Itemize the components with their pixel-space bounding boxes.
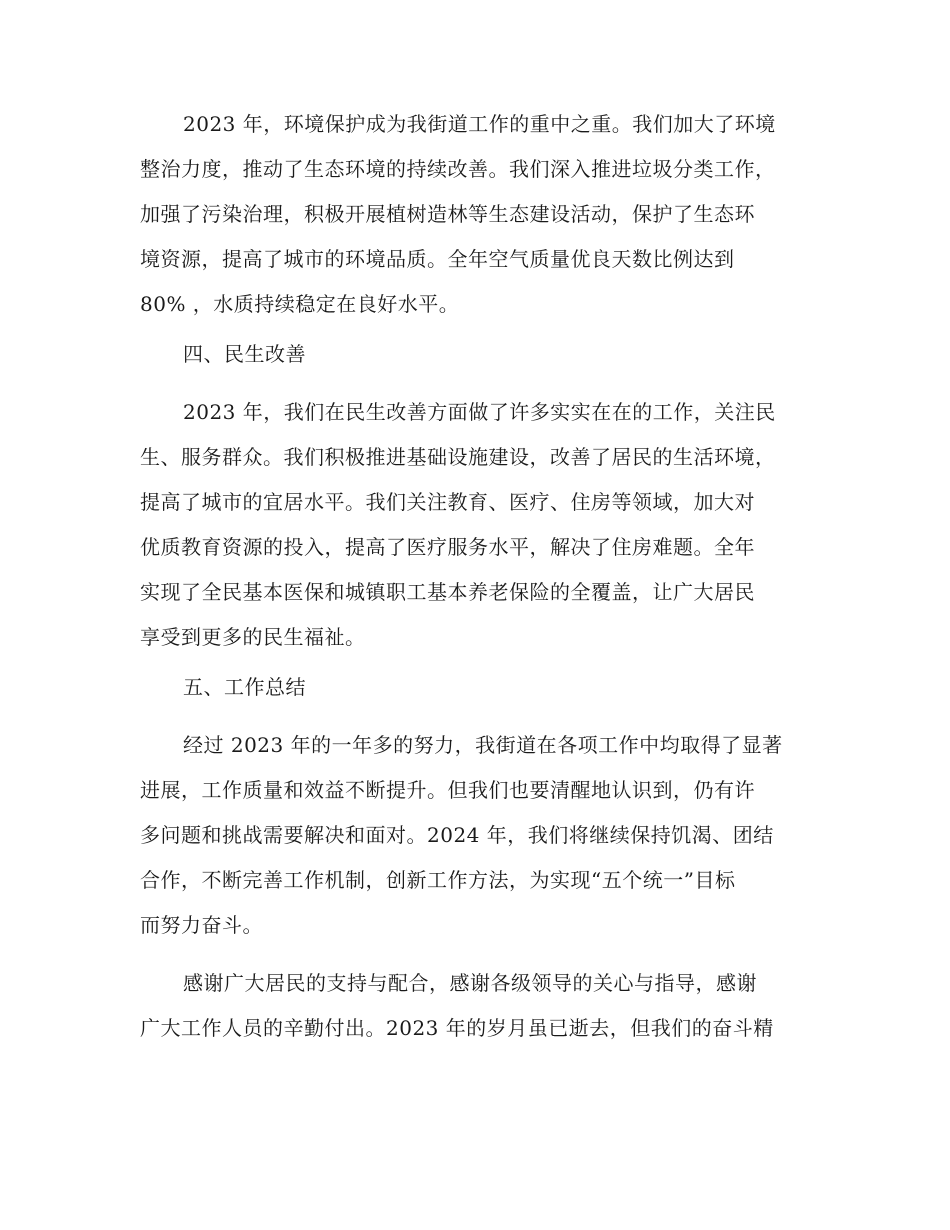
paragraph-livelihood-line-2: 生、服务群众。我们积极推进基础设施建设，改善了居民的生活环境， [140, 445, 776, 469]
paragraph-livelihood-line-6: 享受到更多的民生福祉。 [140, 625, 366, 649]
paragraph-livelihood-line-5: 实现了全民基本医保和城镇职工基本养老保险的全覆盖，让广大居民 [140, 580, 755, 604]
paragraph-environment-line-5: 80% ，水质持续稳定在良好水平。 [140, 292, 460, 316]
paragraph-summary-line-1: 经过 2023 年的一年多的努力，我街道在各项工作中均取得了显著 [183, 733, 783, 757]
paragraph-summary-line-3: 多问题和挑战需要解决和面对。2024 年，我们将继续保持饥渴、团结 [140, 823, 774, 847]
paragraph-environment-line-3: 加强了污染治理，积极开展植树造林等生态建设活动，保护了生态环 [140, 202, 755, 226]
paragraph-livelihood-line-4: 优质教育资源的投入，提高了医疗服务水平，解决了住房难题。全年 [140, 535, 755, 559]
paragraph-thanks-line-1: 感谢广大居民的支持与配合，感谢各级领导的关心与指导，感谢 [183, 971, 757, 995]
paragraph-summary-line-5: 而努力奋斗。 [140, 913, 263, 937]
paragraph-thanks-line-2: 广大工作人员的辛勤付出。2023 年的岁月虽已逝去，但我们的奋斗精 [140, 1016, 774, 1040]
paragraph-environment-line-1: 2023 年，环境保护成为我街道工作的重中之重。我们加大了环境 [183, 112, 776, 136]
paragraph-summary-line-4: 合作，不断完善工作机制，创新工作方法，为实现“五个统一”目标 [140, 868, 736, 892]
paragraph-environment-line-2: 整治力度，推动了生态环境的持续改善。我们深入推进垃圾分类工作， [140, 157, 776, 181]
section-heading-summary: 五、工作总结 [183, 675, 306, 699]
paragraph-summary-line-2: 进展，工作质量和效益不断提升。但我们也要清醒地认识到，仍有许 [140, 778, 755, 802]
paragraph-environment-line-4: 境资源，提高了城市的环境品质。全年空气质量优良天数比例达到 [140, 247, 735, 271]
section-heading-livelihood: 四、民生改善 [183, 342, 306, 366]
paragraph-livelihood-line-3: 提高了城市的宜居水平。我们关注教育、医疗、住房等领域，加大对 [140, 490, 755, 514]
paragraph-livelihood-line-1: 2023 年，我们在民生改善方面做了许多实实在在的工作，关注民 [183, 400, 776, 424]
